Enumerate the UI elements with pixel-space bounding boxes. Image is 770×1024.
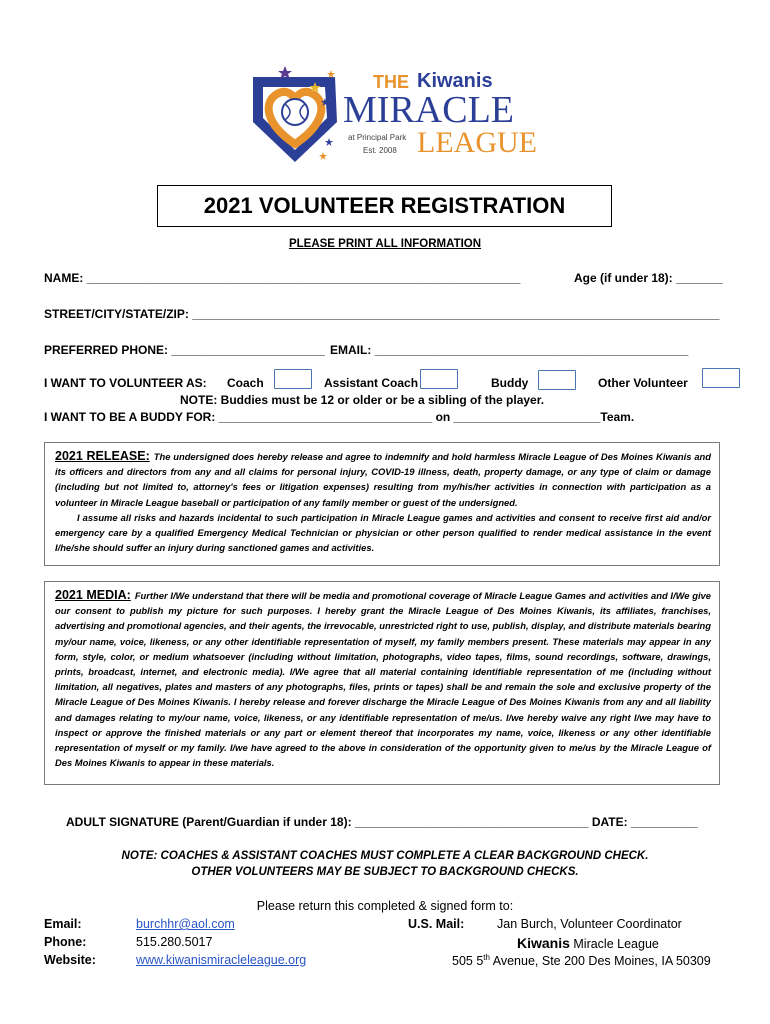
logo-miracle: MIRACLE xyxy=(343,89,514,131)
logo-league: LEAGUE xyxy=(417,126,537,159)
coach-label: Coach xyxy=(227,376,264,390)
assistant-coach-label: Assistant Coach xyxy=(324,376,419,390)
release-section xyxy=(44,442,720,566)
logo-the: THE xyxy=(373,72,409,92)
email-link[interactable]: burchhr@aol.com xyxy=(136,917,235,931)
buddy-note: NOTE: Buddies must be 12 or older or be a sibling of the player. xyxy=(180,393,545,407)
phone-label: Phone: xyxy=(44,935,87,949)
mail-org-kiwanis: Kiwanis xyxy=(517,935,570,951)
logo-at-park: at Principal Park xyxy=(348,133,407,142)
release-heading: 2021 RELEASE: xyxy=(55,449,150,463)
media-section xyxy=(44,581,720,785)
page-title: 2021 VOLUNTEER REGISTRATION xyxy=(157,185,612,227)
phone-field[interactable]: PREFERRED PHONE: _______________________ xyxy=(44,343,325,357)
mail-recipient: Jan Burch, Volunteer Coordinator xyxy=(497,917,682,931)
mail-organization xyxy=(517,935,659,951)
other-volunteer-checkbox[interactable] xyxy=(702,368,740,388)
phone-number: 515.280.5017 xyxy=(136,935,213,949)
email-label: Email: xyxy=(44,917,82,931)
return-instruction: Please return this completed & signed form to: xyxy=(256,899,514,913)
media-heading: 2021 MEDIA: xyxy=(55,588,131,602)
signature-field[interactable]: ADULT SIGNATURE (Parent/Guardian if under 18): ___________________________________ DATE: __________ xyxy=(66,815,698,829)
mail-org-rest: Miracle League xyxy=(569,937,659,951)
website-link[interactable]: www.kiwanismiracleleague.org xyxy=(136,953,307,967)
age-field[interactable]: Age (if under 18): _______ xyxy=(574,271,723,285)
website-label: Website: xyxy=(44,953,96,967)
mail-label: U.S. Mail: xyxy=(408,917,465,931)
print-instruction: PLEASE PRINT ALL INFORMATION xyxy=(288,238,482,250)
volunteer-as-label: I WANT TO VOLUNTEER AS: xyxy=(44,376,207,390)
address-field[interactable]: STREET/CITY/STATE/ZIP: _______________________________________________________________________________ xyxy=(44,307,720,321)
buddy-label: Buddy xyxy=(491,376,529,390)
assistant-coach-checkbox[interactable] xyxy=(420,369,458,389)
buddy-for-field[interactable]: I WANT TO BE A BUDDY FOR: ________________________________ on ______________________Team. xyxy=(44,410,635,424)
coach-checkbox[interactable] xyxy=(274,369,312,389)
release-paragraph xyxy=(55,449,711,555)
mail-addr-rest: Avenue, Ste 200 Des Moines, IA 50309 xyxy=(489,954,711,969)
name-field[interactable]: NAME: _________________________________________________________________ xyxy=(44,271,521,285)
media-paragraph xyxy=(55,588,711,770)
buddy-checkbox[interactable] xyxy=(538,370,576,390)
other-volunteer-label: Other Volunteer xyxy=(598,376,688,390)
background-check-note: NOTE: COACHES & ASSISTANT COACHES MUST COMPLETE A CLEAR BACKGROUND CHECK. xyxy=(121,850,649,862)
miracle-league-logo xyxy=(245,62,535,167)
logo-est: Est. 2008 xyxy=(363,146,397,155)
background-check-note-2: OTHER VOLUNTEERS MAY BE SUBJECT TO BACKGROUND CHECKS. xyxy=(191,866,579,878)
release-text-1: The undersigned does hereby release and agree to indemnify and hold harmless Miracle League of Des Moines Kiwanis and its officers and directors from any and all claims for personal injury, COVID-19 illness, death, property damage, or any type of claim or damage (including but not limited to, attorney's fees or litigation expenses) resulting from my/his/her activities in connection with participation as a volunteer in Miracle League baseball or participation of any family member or guest of the undersigned. xyxy=(55,451,711,508)
mail-addr-num: 505 5 xyxy=(452,954,484,969)
mail-address xyxy=(452,953,711,968)
media-text: Further I/We understand that there will be media and promotional coverage of Miracle League Games and activities and I/We give our consent to publish my picture for such purposes. I hereby grant the Miracle League of Des Moines Kiwanis, its affiliates, franchises, advertising and promotional agencies, and their agents, the irrevocable, unrestricted right to use, publish, display, and distribute materials bearing my/our name, voice, likeness, or any other identifiable representation of myself, my family members present. These materials may appear in any form, style, color, or medium whatsoever (including without limitation, photographs, video tapes, films, sound recordings, software, drawings, prints, broadcast, internet, and electronic media). I/We agree that all material containing identifiable representation of me (including without limitation, all negatives, plates and masters of any photographs, files, prints or tapes) shall be and remain the sole and exclusive property of the Miracle League of Des Moines Kiwanis. I hereby release and forever discharge the Miracle League of Des Moines Kiwanis from any and all liability and damages relating to my/our name, voice, likeness, or any identifiable representation of me/us. I/we hereby waive any right I/we may have to inspect or approve the finished materials or any part or element thereof that incorporates my name, voice, likeness or any other identifiable representation of myself or my family. I/we have agreed to the above in consideration of the opportunity given to me/us by the Miracle League of Des Moines Kiwanis to appear in these materials. xyxy=(55,590,711,769)
release-text-2: I assume all risks and hazards incidental to such participation in Miracle League games and activities and consent to receive first aid and/or emergency care by a qualified Emergency Medical Technician or physician or other person qualified to render medical assistance in the event I/he/she should suffer an injury during sanctioned games and activities. xyxy=(55,511,711,554)
logo-kiwanis: Kiwanis xyxy=(417,70,493,92)
mail-addr-sup: th xyxy=(483,953,490,962)
email-field[interactable]: EMAIL: _______________________________________________ xyxy=(330,343,689,357)
